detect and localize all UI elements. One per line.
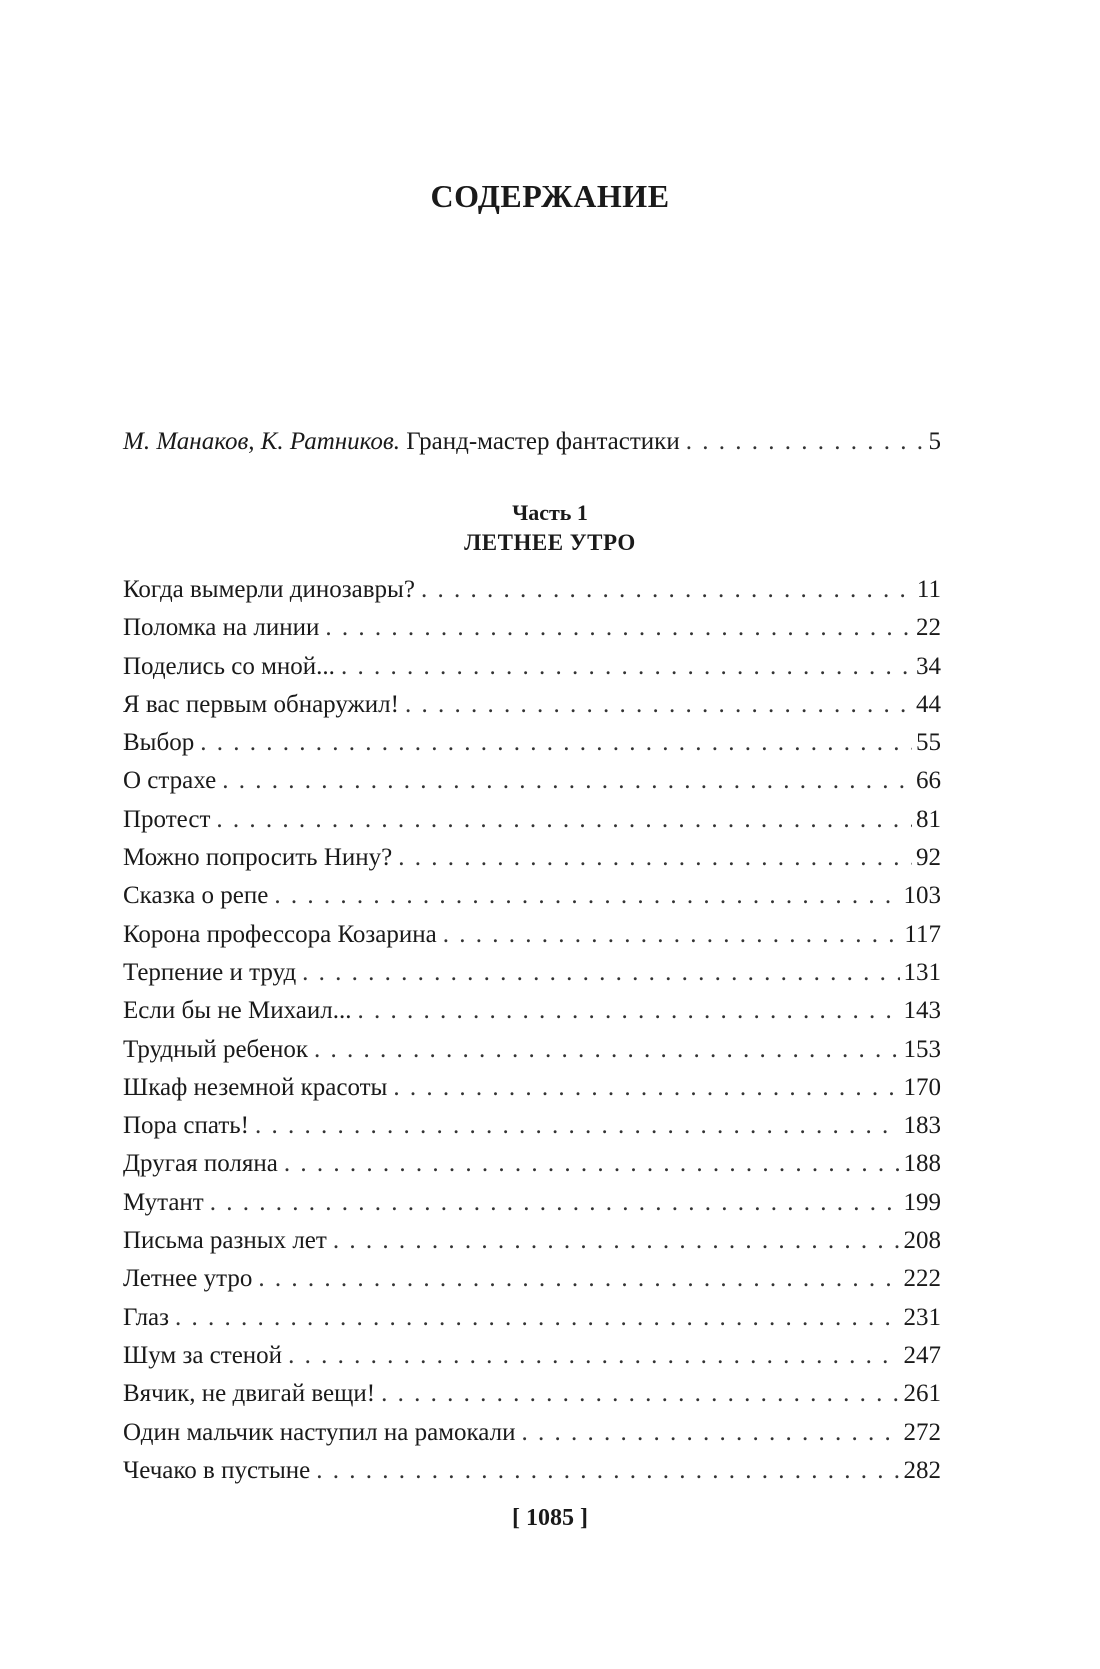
toc-entry[interactable] [123,954,941,992]
toc-entry[interactable] [123,1414,941,1452]
toc-entry[interactable] [123,1031,941,1069]
dot-leader [325,609,912,647]
toc-entry-title: Сказка о репе [123,882,269,910]
dot-leader [405,686,912,724]
toc-entry-title: Другая поляна [123,1150,278,1178]
toc-entry-title: Шкаф неземной красоты [123,1073,388,1101]
toc-entry[interactable] [123,724,941,762]
toc-entry[interactable] [123,1222,941,1260]
part-label: Часть 1 [512,500,588,525]
page-number: [ 1085 ] [512,1505,588,1531]
dot-leader [521,1414,899,1452]
toc-entry[interactable] [123,1452,941,1490]
toc-entry-page: 81 [916,805,941,833]
toc-entry-title: Один мальчик наступил на рамокали [123,1418,516,1446]
toc-entry-title: Корона профессора Козарина [123,920,437,948]
toc-entry[interactable] [123,1375,941,1413]
toc-entry-title: О страхе [123,767,217,795]
dot-leader [258,1260,899,1298]
toc-entry[interactable] [123,1069,941,1107]
toc-entry[interactable] [123,609,941,647]
toc-entry-page: 247 [903,1341,941,1369]
toc-entry-title: Терпение и труд [123,958,297,986]
toc-entry-page: 282 [903,1456,941,1484]
dot-leader [284,1145,900,1183]
toc-entry-page: 222 [903,1265,941,1293]
dot-leader [274,877,899,915]
toc-entry[interactable] [123,1107,941,1145]
toc-entry-page: 22 [916,614,941,642]
dot-leader [255,1107,900,1145]
dot-leader [381,1375,899,1413]
toc-entry[interactable] [123,916,941,954]
toc-entry-page: 153 [903,1035,941,1063]
toc-entry[interactable] [123,877,941,915]
toc-intro [123,423,941,461]
toc-entry[interactable] [123,1337,941,1375]
toc-entry-page: 261 [903,1380,941,1408]
dot-leader [314,1031,899,1069]
toc-entry-page: 208 [903,1227,941,1255]
toc-entry-title-text: Гранд-мастер фантастики [400,428,680,455]
toc-entry-title: Шум за стеной [123,1341,283,1369]
toc-entry-intro[interactable] [123,423,941,461]
toc-entry-page: 170 [903,1073,941,1101]
toc-entry-title: Поломка на линии [123,614,320,642]
toc-entry[interactable] [123,1299,941,1337]
part-title: ЛЕТНЕЕ УТРО [464,530,636,555]
toc-entry-authors: М. Манаков, К. Ратников. [123,428,401,455]
toc-entry-page: 117 [904,920,941,948]
toc-entry-title: Я вас первым обнаружил! [123,690,399,718]
dot-leader [443,916,901,954]
toc-entry[interactable] [123,1260,941,1298]
toc-entry-title: Чечако в пустыне [123,1456,311,1484]
toc-entry-page: 143 [903,997,941,1025]
toc-entry-title: Можно попросить Нину? [123,844,393,872]
toc-entry-title: Письма разных лет [123,1227,327,1255]
toc-entry[interactable] [123,762,941,800]
dot-leader [288,1337,899,1375]
toc-entry-page: 92 [916,844,941,872]
toc-entry-page: 103 [903,882,941,910]
toc-entry-title: Когда вымерли динозавры? [123,576,415,603]
toc-entry[interactable] [123,686,941,724]
dot-leader [421,571,913,609]
toc-entry[interactable] [123,801,941,839]
dot-leader [686,423,925,461]
toc-entry-page: 34 [916,652,941,680]
dot-leader [216,801,912,839]
toc-entry-page: 44 [916,690,941,718]
dot-leader [393,1069,899,1107]
toc-entry[interactable] [123,1145,941,1183]
toc-entry[interactable] [123,992,941,1030]
toc-entry[interactable] [123,648,941,686]
toc-entry-page: 66 [916,767,941,795]
dot-leader [316,1452,899,1490]
toc-entry-page: 231 [903,1303,941,1331]
toc-entry-page: 199 [903,1188,941,1216]
toc-entry-page: 55 [916,729,941,757]
dot-leader [357,992,899,1030]
toc-entry-page: 183 [903,1112,941,1140]
toc-entry-page: 272 [903,1418,941,1446]
toc-entry-title: Трудный ребенок [123,1035,309,1063]
toc-entry-title: Выбор [123,729,195,757]
toc-entry-title: Если бы не Михаил... [123,997,352,1025]
dot-leader [341,648,912,686]
toc-entry-title: Глаз [123,1303,170,1331]
toc-entry-page: 188 [903,1150,941,1178]
toc-entry-title: Вячик, не двигай вещи! [123,1380,376,1408]
page-title: СОДЕРЖАНИЕ [430,178,670,214]
toc-entry-title: Поделись со мной... [123,652,335,680]
toc-entry-title [123,423,686,461]
toc-entry[interactable] [123,571,941,609]
dot-leader [200,724,912,762]
toc-entry-title: Летнее утро [123,1265,253,1293]
toc-entry-title: Мутант [123,1188,204,1216]
toc-entry-page: 5 [928,428,941,455]
toc-entry[interactable] [123,1184,941,1222]
toc-entry-page: 11 [916,576,941,603]
dot-leader [333,1222,900,1260]
dot-leader [398,839,912,877]
toc-entries [123,571,941,1490]
toc-entry-title: Пора спать! [123,1112,249,1140]
dot-leader [302,954,899,992]
toc-entry[interactable] [123,839,941,877]
dot-leader [210,1184,900,1222]
dot-leader [175,1299,899,1337]
toc-entry-title: Протест [123,805,211,833]
toc-entry-page: 131 [903,958,941,986]
dot-leader [222,762,912,800]
